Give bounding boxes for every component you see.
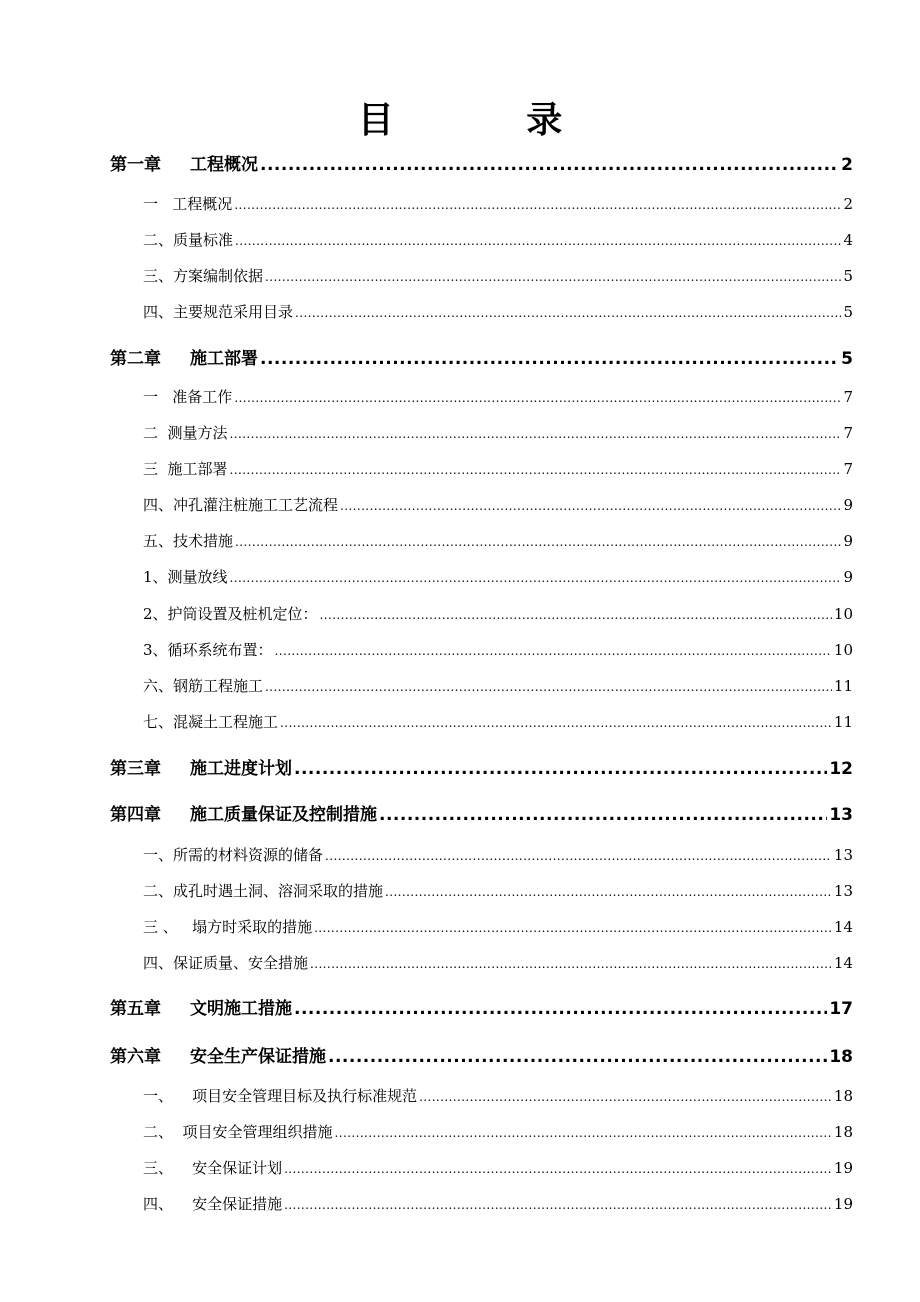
toc-section-title: 四、主要规范采用目录 xyxy=(143,303,294,321)
toc-chapter-title: 文明施工措施 xyxy=(190,999,292,1019)
toc-section-title: 一 工程概况 xyxy=(143,195,233,213)
toc-dot-leader xyxy=(265,677,832,695)
toc-chapter-entry[interactable] xyxy=(110,150,853,175)
toc-section-title: 二、 项目安全管理组织措施 xyxy=(143,1123,333,1141)
toc-section-title: 五、技术措施 xyxy=(143,532,234,550)
toc-dot-leader xyxy=(314,918,832,936)
toc-section-title: 三 施工部署 xyxy=(143,460,228,478)
toc-page-number: 7 xyxy=(843,424,853,442)
toc-chapter-number: 第一章 xyxy=(110,155,161,175)
toc-dot-leader xyxy=(230,568,842,586)
toc-section-title: 四、冲孔灌注桩施工工艺流程 xyxy=(143,496,339,514)
toc-page-number: 19 xyxy=(833,1159,853,1177)
toc-section-title: 四、 安全保证措施 xyxy=(143,1195,283,1213)
toc-section-entry[interactable] xyxy=(143,229,853,250)
toc-page-number: 9 xyxy=(843,496,853,514)
toc-chapter-number: 第四章 xyxy=(110,805,161,825)
toc-section-title: 四、保证质量、安全措施 xyxy=(143,954,309,972)
toc-chapter-title: 施工部署 xyxy=(190,349,258,369)
toc-chapter-entry[interactable] xyxy=(110,800,853,825)
toc-dot-leader xyxy=(284,1159,832,1177)
toc-page-number: 2 xyxy=(843,195,853,213)
toc-dot-leader xyxy=(295,303,841,321)
toc-page-number: 2 xyxy=(841,155,853,175)
toc-page-number: 9 xyxy=(843,568,853,586)
toc-section-entry[interactable] xyxy=(143,880,853,901)
toc-dot-leader xyxy=(328,1047,827,1067)
toc-section-entry[interactable] xyxy=(143,711,853,732)
toc-chapter-label xyxy=(110,1042,326,1067)
toc-page-number: 18 xyxy=(833,1123,853,1141)
toc-chapter-title: 施工进度计划 xyxy=(190,759,292,779)
toc-dot-leader xyxy=(230,424,842,442)
toc-section-title: 七、混凝土工程施工 xyxy=(143,713,279,731)
toc-page-number: 12 xyxy=(829,759,853,779)
toc-section-entry[interactable] xyxy=(143,193,853,214)
toc-page-number: 5 xyxy=(841,349,853,369)
toc-chapter-number: 第五章 xyxy=(110,999,161,1019)
toc-chapter-label xyxy=(110,754,292,779)
toc-section-entry[interactable] xyxy=(143,530,853,551)
toc-dot-leader xyxy=(294,759,827,779)
toc-page-number: 17 xyxy=(829,999,853,1019)
toc-section-entry[interactable] xyxy=(143,916,853,937)
toc-dot-leader xyxy=(340,496,841,514)
toc-chapter-label xyxy=(110,994,292,1019)
toc-chapter-entry[interactable] xyxy=(110,1042,853,1067)
toc-chapter-number: 第三章 xyxy=(110,759,161,779)
toc-section-entry[interactable] xyxy=(143,675,853,696)
toc-chapter-entry[interactable] xyxy=(110,344,853,369)
toc-chapter-label xyxy=(110,344,258,369)
toc-dot-leader xyxy=(234,195,841,213)
toc-page-number: 5 xyxy=(843,303,853,321)
toc-dot-leader xyxy=(230,460,842,478)
toc-page-number: 10 xyxy=(833,641,853,659)
toc-section-title: 二 测量方法 xyxy=(143,424,228,442)
toc-section-entry[interactable] xyxy=(143,458,853,479)
toc-page-number: 13 xyxy=(833,846,853,864)
toc-page-number: 7 xyxy=(843,460,853,478)
toc-section-title: 六、钢筋工程施工 xyxy=(143,677,264,695)
toc-chapter-label xyxy=(110,800,377,825)
toc-section-title: 一、 项目安全管理目标及执行标准规范 xyxy=(143,1087,418,1105)
toc-chapter-title: 工程概况 xyxy=(190,155,258,175)
toc-dot-leader xyxy=(385,882,832,900)
toc-dot-leader xyxy=(260,349,839,369)
toc-page-number: 11 xyxy=(833,713,853,731)
toc-dot-leader xyxy=(260,155,839,175)
toc-section-title: 三、 安全保证计划 xyxy=(143,1159,283,1177)
toc-section-entry[interactable] xyxy=(143,603,853,624)
toc-dot-leader xyxy=(235,532,841,550)
toc-page-number: 19 xyxy=(833,1195,853,1213)
toc-chapter-entry[interactable] xyxy=(110,754,853,779)
toc-dot-leader xyxy=(325,846,832,864)
toc-page-number: 9 xyxy=(843,532,853,550)
toc-section-entry[interactable] xyxy=(143,386,853,407)
toc-dot-leader xyxy=(280,713,832,731)
toc-page-number: 18 xyxy=(833,1087,853,1105)
toc-dot-leader xyxy=(379,805,827,825)
toc-dot-leader xyxy=(234,388,841,406)
toc-page-number: 13 xyxy=(833,882,853,900)
toc-page-number: 5 xyxy=(843,267,853,285)
toc-chapter-entry[interactable] xyxy=(110,994,853,1019)
toc-chapter-title: 安全生产保证措施 xyxy=(190,1047,326,1067)
toc-dot-leader xyxy=(275,641,832,659)
toc-page-number: 10 xyxy=(833,605,853,623)
toc-page-number: 11 xyxy=(833,677,853,695)
toc-section-entry[interactable] xyxy=(143,1193,853,1214)
toc-section-entry[interactable] xyxy=(143,265,853,286)
page-title: 目 录 xyxy=(357,100,623,141)
toc-section-entry[interactable] xyxy=(143,639,853,660)
toc-section-entry[interactable] xyxy=(143,422,853,443)
toc-page-number: 4 xyxy=(843,231,853,249)
toc-page-number: 7 xyxy=(843,388,853,406)
toc-dot-leader xyxy=(419,1087,832,1105)
toc-page-number: 14 xyxy=(833,918,853,936)
toc-section-title: 3、循环系统布置： xyxy=(143,641,273,659)
toc-section-entry[interactable] xyxy=(143,844,853,865)
toc-section-entry[interactable] xyxy=(143,1157,853,1178)
toc-section-title: 一、所需的材料资源的储备 xyxy=(143,846,324,864)
toc-section-title: 三、方案编制依据 xyxy=(143,267,264,285)
toc-dot-leader xyxy=(294,999,827,1019)
toc-section-entry[interactable] xyxy=(143,1085,853,1106)
toc-dot-leader xyxy=(320,605,832,623)
toc-dot-leader xyxy=(265,267,841,285)
toc-section-title: 三 、 塌方时采取的措施 xyxy=(143,918,313,936)
toc-section-entry[interactable] xyxy=(143,1121,853,1142)
toc-section-entry[interactable] xyxy=(143,301,853,322)
toc-chapter-title: 施工质量保证及控制措施 xyxy=(190,805,377,825)
toc-chapter-number: 第六章 xyxy=(110,1047,161,1067)
toc-dot-leader xyxy=(284,1195,832,1213)
toc-page-number: 13 xyxy=(829,805,853,825)
toc-dot-leader xyxy=(335,1123,832,1141)
toc-section-entry[interactable] xyxy=(143,494,853,515)
toc-section-title: 一 准备工作 xyxy=(143,388,233,406)
toc-section-entry[interactable] xyxy=(143,566,853,587)
toc-section-title: 二、质量标准 xyxy=(143,231,234,249)
toc-dot-leader xyxy=(235,231,841,249)
toc-section-title: 二、成孔时遇土洞、溶洞采取的措施 xyxy=(143,882,384,900)
toc-page-number: 14 xyxy=(833,954,853,972)
toc-chapter-number: 第二章 xyxy=(110,349,161,369)
toc-page-number: 18 xyxy=(829,1047,853,1067)
toc-section-entry[interactable] xyxy=(143,952,853,973)
toc-chapter-label xyxy=(110,150,258,175)
toc-dot-leader xyxy=(310,954,832,972)
toc-section-title: 1、测量放线 xyxy=(143,568,228,586)
toc-section-title: 2、护筒设置及桩机定位： xyxy=(143,605,318,623)
